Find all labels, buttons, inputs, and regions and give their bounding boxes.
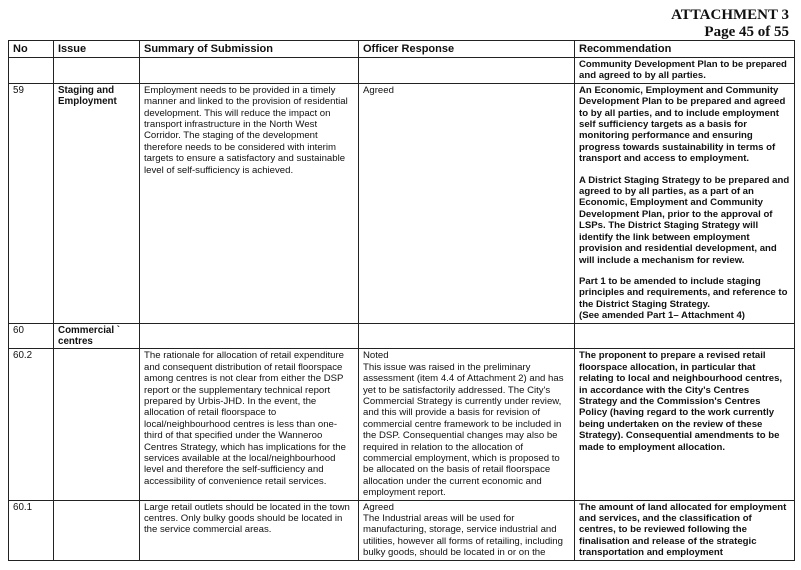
response-text: This issue was raised in the preliminary assessment (item 4.4 of Attachment 2) and has yet to be satisfactorily addressed. The City's Commercial Strategy is currently under review, and this will provide a basis for revision of commercial centre framework to be included in the DSP. Consequential changes may also be required in relation to the allocation of commercial employment, which is proposed to be allocated on the basis of retail floorspace allocation under the current economic and employment report. — [363, 361, 564, 499]
table-row — [9, 58, 795, 84]
table-row — [9, 83, 795, 323]
recommendation-cell: The proponent to prepare a revised retail floorspace allocation, in particular that relating to local and neighbourhood centres, in accordance with the City's Centres Strategy and the Commission's Centres Policy (having regard to the work currently being undertaken on the review of these Strategy). Consequential amendments to be made to employment allocation. — [575, 349, 795, 500]
submissions-table — [8, 40, 795, 561]
col-header-issue: Issue — [54, 41, 140, 58]
recommendation-reference: (See amended Part 1– Attachment 4) — [579, 310, 745, 322]
summary-cell: Employment needs to be provided in a timely manner and linked to the provision of residential development. This will reduce the impact on transport infrastructure in the North West Corridor. The staging of the development therefore needs to be considered with interim targets to ensure a satisfactory and sustainable level of self-sufficiency is achieved. — [140, 83, 359, 323]
table-row — [9, 349, 795, 500]
page-number: Page 45 of 55 — [704, 24, 789, 40]
response-status: Agreed — [363, 501, 394, 513]
recommendation-paragraph: A District Staging Strategy to be prepared and agreed to by all parties, as a part of an Economic, Employment and Community Development Plan, prior to the approval of LSPs. The District Staging Strategy will identify the link between employment provision and residential development, and will include a mechanism for review. — [579, 174, 790, 266]
attachment-label: ATTACHMENT 3 — [671, 7, 789, 23]
recommendation-cell — [575, 83, 795, 323]
col-header-recommendation: Recommendation — [575, 41, 795, 58]
summary-cell: Large retail outlets should be located in the town centres. Only bulky goods should be located in the service commercial areas. — [140, 500, 359, 560]
recommendation-cell: The amount of land allocated for employment and services, and the classification of centres, to be reviewed following the finalisation and release of the strategic transportation and employment — [575, 500, 795, 560]
summary-cell: The rationale for allocation of retail expenditure and consequent distribution of retail floorspace among centres is not clear from either the DSP report or the supplementary technical report prepared by Urbis-JHD. In the event, the allocation of retail floorspace to local/neighbourhood centres is less than one-third of that specified under the Wanneroo Centres Strategy, which has implications for the services available at the local/neighbourhood level and therefore the self-sufficiency and accessibility of convenience retail services. — [140, 349, 359, 500]
response-text: The Industrial areas will be used for manufacturing, storage, service industrial and utilities, however all forms of retailing, including bulky goods, should be located in or on the — [363, 513, 563, 559]
response-cell: Agreed — [359, 83, 575, 323]
item-number: 60.1 — [9, 500, 54, 560]
response-status: Noted — [363, 350, 389, 362]
col-header-response: Officer Response — [359, 41, 575, 58]
issue-cell: Commercial ` centres — [54, 323, 140, 349]
table-header-row — [9, 41, 795, 58]
recommendation-paragraph: Part 1 to be amended to include staging principles and requirements, and reference to the District Staging Strategy. — [579, 275, 788, 310]
response-cell — [359, 349, 575, 500]
table-row — [9, 323, 795, 349]
col-header-no: No — [9, 41, 54, 58]
recommendation-paragraph: An Economic, Employment and Community Development Plan to be prepared and agreed to by all parties, and to include employment self sufficiency targets as a basis for monitoring performance and ensuring progress towards sustainability in terms of transport and access to employment. — [579, 84, 786, 165]
item-number: 59 — [9, 83, 54, 323]
item-number: 60 — [9, 323, 54, 349]
recommendation-cell: Community Development Plan to be prepared and agreed to by all parties. — [575, 58, 795, 84]
issue-cell: Staging and Employment — [54, 83, 140, 323]
table-row — [9, 500, 795, 560]
item-number: 60.2 — [9, 349, 54, 500]
col-header-summary: Summary of Submission — [140, 41, 359, 58]
response-cell — [359, 500, 575, 560]
